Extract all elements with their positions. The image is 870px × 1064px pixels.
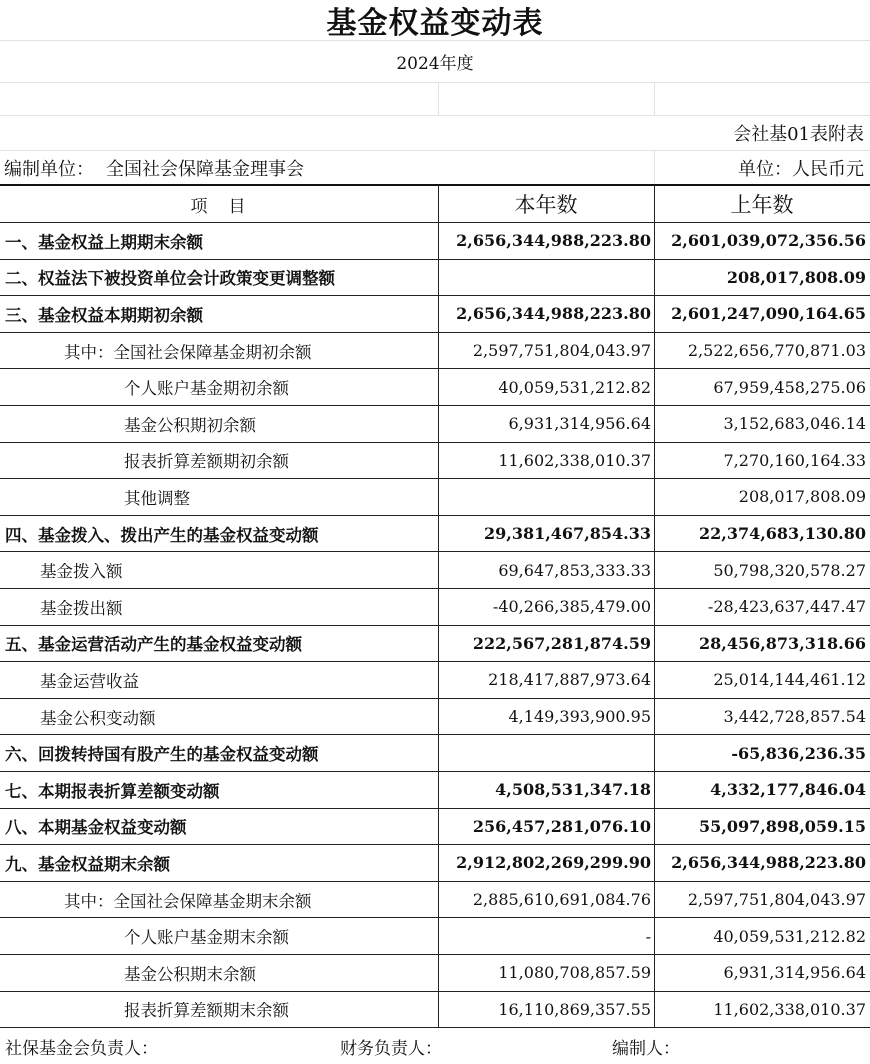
row-label: 其他调整 (124, 488, 190, 508)
table-row (0, 918, 870, 955)
current-year-value: 11,080,708,857.59 (498, 963, 651, 983)
row-label: 基金拨出额 (40, 598, 123, 618)
current-year-value (438, 735, 654, 771)
current-year-value: - (645, 926, 651, 946)
previous-year-value: 208,017,808.09 (738, 487, 866, 507)
current-year-value: 2,912,802,269,299.90 (456, 853, 651, 873)
current-year-value: 16,110,869,357.55 (498, 999, 651, 1019)
current-year-value: 2,656,344,988,223.80 (456, 231, 651, 251)
report-year: 2024年度 (396, 53, 474, 74)
current-year-value: 6,931,314,956.64 (508, 414, 651, 434)
table-row (0, 333, 870, 370)
prepared-by (0, 150, 654, 185)
current-year-value (438, 479, 654, 515)
unit-row (0, 150, 870, 185)
fund-head-signature: 社保基金会负责人： (5, 1038, 158, 1059)
gridline (654, 82, 655, 115)
row-label: 九、基金权益期末余额 (5, 854, 170, 874)
header-current-year: 本年数 (514, 193, 578, 217)
table-row (0, 882, 870, 919)
current-year-value: 40,059,531,212.82 (498, 377, 651, 397)
table-row (0, 296, 870, 333)
current-year-value: 218,417,887,973.64 (488, 670, 651, 690)
previous-year-value: 2,597,751,804,043.97 (687, 890, 866, 910)
row-label: 四、基金拨入、拨出产生的基金权益变动额 (5, 525, 319, 545)
previous-year-value: 3,152,683,046.14 (723, 414, 866, 434)
previous-year-value: 2,656,344,988,223.80 (671, 853, 866, 873)
previous-year-value: 2,522,656,770,871.03 (687, 341, 866, 361)
previous-year-value: 7,270,160,164.33 (723, 450, 866, 470)
current-year-value: 69,647,853,333.33 (498, 560, 651, 580)
table-row (0, 992, 870, 1029)
row-label: 八、本期基金权益变动额 (5, 818, 187, 838)
previous-year-value: -28,423,637,447.47 (707, 597, 866, 617)
current-year-value: 29,381,467,854.33 (483, 524, 651, 544)
preparer-signature: 编制人： (612, 1038, 680, 1059)
header-previous-year: 上年数 (730, 193, 794, 217)
table-row (0, 552, 870, 589)
previous-year-value: 2,601,039,072,356.56 (671, 231, 866, 251)
table-row (0, 443, 870, 480)
previous-year-value: 3,442,728,857.54 (723, 707, 866, 727)
table-row (0, 589, 870, 626)
title-row (0, 0, 870, 40)
table-row (0, 662, 870, 699)
prepared-by-value: 全国社会保障基金理事会 (106, 158, 304, 180)
year-row (0, 40, 870, 82)
row-label: 二、权益法下被投资单位会计政策变更调整额 (5, 269, 335, 289)
current-year-value: 2,597,751,804,043.97 (472, 341, 651, 361)
table-row (0, 369, 870, 406)
table-row (0, 955, 870, 992)
current-year-value: 2,656,344,988,223.80 (456, 304, 651, 324)
current-year-value: -40,266,385,479.00 (492, 597, 651, 617)
column-divider (654, 186, 655, 1028)
table-row (0, 406, 870, 443)
form-number: 会社基01表附表 (733, 123, 864, 145)
table-row (0, 735, 870, 772)
current-year-value: 4,508,531,347.18 (495, 780, 651, 800)
previous-year-value: 208,017,808.09 (726, 267, 866, 287)
previous-year-value: 67,959,458,275.06 (713, 377, 866, 397)
previous-year-value: 11,602,338,010.37 (713, 999, 866, 1019)
row-label: 基金公积期初余额 (124, 415, 256, 435)
row-label: 基金拨入额 (40, 562, 123, 582)
currency-unit: 单位：人民币元 (738, 158, 864, 180)
row-label: 五、基金运营活动产生的基金权益变动额 (5, 635, 302, 655)
table-row (0, 809, 870, 846)
previous-year-value: 6,931,314,956.64 (723, 963, 866, 983)
current-year-value (438, 260, 654, 296)
previous-year-value: 22,374,683,130.80 (698, 524, 866, 544)
table-row (0, 516, 870, 553)
row-label: 三、基金权益本期期初余额 (5, 305, 203, 325)
row-label: 其中：全国社会保障基金期初余额 (64, 342, 312, 362)
previous-year-value: 50,798,320,578.27 (713, 560, 866, 580)
row-label: 基金运营收益 (40, 671, 139, 691)
row-label: 报表折算差额期末余额 (124, 1001, 289, 1021)
previous-year-value: 2,601,247,090,164.65 (671, 304, 866, 324)
form-number-row (0, 115, 870, 150)
gridline (438, 82, 439, 115)
current-year-value: 256,457,281,076.10 (472, 816, 651, 836)
prepared-by-label: 编制单位： (4, 158, 94, 180)
page-title: 基金权益变动表 (326, 6, 544, 40)
row-label: 个人账户基金期初余额 (124, 379, 289, 399)
gridline (0, 82, 870, 83)
table-row (0, 626, 870, 663)
finance-head-signature: 财务负责人： (340, 1038, 442, 1059)
current-year-value: 4,149,393,900.95 (508, 707, 651, 727)
header-item: 项 目 (190, 196, 248, 217)
row-label: 基金公积期末余额 (124, 964, 256, 984)
previous-year-value: 25,014,144,461.12 (713, 670, 866, 690)
table-row (0, 479, 870, 516)
previous-year-value: 55,097,898,059.15 (698, 816, 866, 836)
row-label: 报表折算差额期初余额 (124, 452, 289, 472)
row-label: 七、本期报表折算差额变动额 (5, 781, 220, 801)
table-row (0, 223, 870, 260)
row-label: 基金公积变动额 (40, 708, 156, 728)
table-row (0, 699, 870, 736)
current-year-value: 222,567,281,874.59 (472, 633, 651, 653)
column-divider (438, 186, 439, 1028)
row-label: 六、回拨转持国有股产生的基金权益变动额 (5, 745, 319, 765)
row-label: 个人账户基金期末余额 (124, 928, 289, 948)
previous-year-value: 40,059,531,212.82 (713, 926, 866, 946)
current-year-value: 2,885,610,691,084.76 (472, 890, 651, 910)
table-row (0, 845, 870, 882)
row-label: 其中：全国社会保障基金期末余额 (64, 891, 312, 911)
previous-year-value: -65,836,236.35 (731, 743, 866, 763)
previous-year-value: 28,456,873,318.66 (698, 633, 866, 653)
current-year-value: 11,602,338,010.37 (498, 450, 651, 470)
table-header (0, 186, 870, 223)
table-row (0, 260, 870, 297)
row-label: 一、基金权益上期期末余额 (5, 232, 203, 252)
table-row (0, 772, 870, 809)
previous-year-value: 4,332,177,846.04 (710, 780, 866, 800)
signature-row (0, 1028, 870, 1064)
